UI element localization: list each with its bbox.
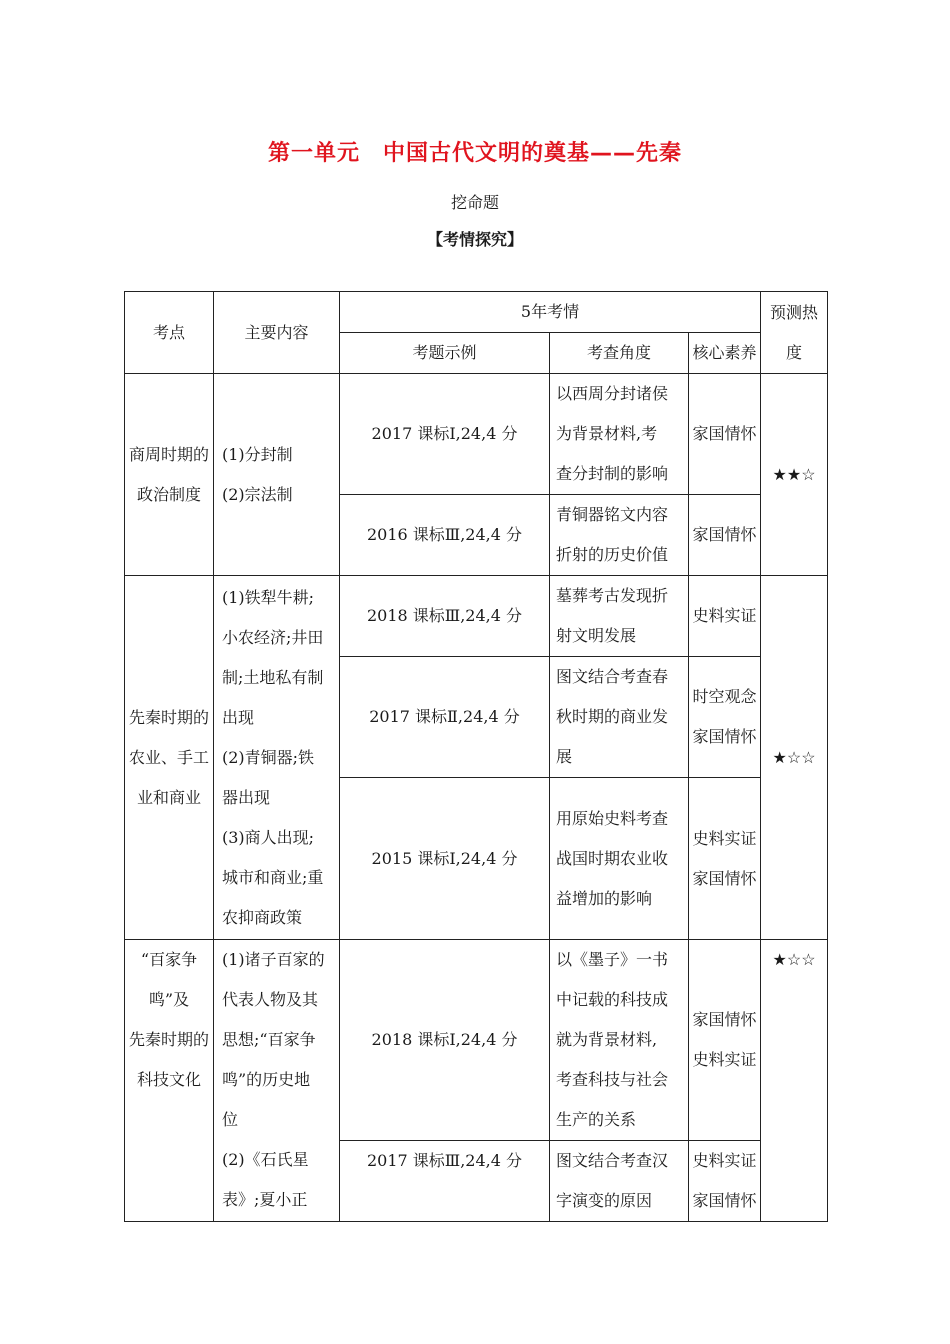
exam-example-cell: 2018 课标Ⅰ,24,4 分 bbox=[340, 940, 550, 1141]
heat-rating: ★☆☆ bbox=[761, 576, 828, 940]
literacy-cell: 家国情怀 bbox=[689, 374, 761, 495]
topic-cell: “百家争 鸣”及 先秦时期的 科技文化 bbox=[125, 940, 214, 1222]
literacy-cell: 家国情怀 bbox=[689, 495, 761, 576]
header-kaodian: 考点 bbox=[125, 292, 214, 374]
exam-angle-cell: 图文结合考查汉 字演变的原因 bbox=[550, 1141, 689, 1222]
heat-rating: ★★☆ bbox=[761, 374, 828, 576]
literacy-cell: 史料实证 bbox=[689, 576, 761, 657]
heat-rating: ★☆☆ bbox=[761, 940, 828, 1222]
exam-analysis-table bbox=[124, 291, 828, 1222]
exam-angle-cell: 墓葬考古发现折 射文明发展 bbox=[550, 576, 689, 657]
exam-example-cell: 2017 课标Ⅲ,24,4 分 bbox=[340, 1141, 550, 1222]
exam-example-cell: 2015 课标Ⅰ,24,4 分 bbox=[340, 778, 550, 940]
content-cell: (1)铁犁牛耕; 小农经济;井田 制;土地私有制 出现 (2)青铜器;铁 器出现 (3)商人出现; 城市和商业;重 农抑商政策 bbox=[214, 576, 340, 940]
table-row bbox=[125, 374, 828, 495]
subtitle: 挖命题 bbox=[450, 193, 499, 212]
header-content: 主要内容 bbox=[214, 292, 340, 374]
exam-angle-cell: 以西周分封诸侯 为背景材料,考 查分封制的影响 bbox=[550, 374, 689, 495]
literacy-cell: 史料实证 家国情怀 bbox=[689, 778, 761, 940]
content-cell: (1)诸子百家的 代表人物及其 思想;“百家争 鸣”的历史地 位 (2)《石氏星 表》;夏小正 bbox=[214, 940, 340, 1222]
literacy-cell: 家国情怀 史料实证 bbox=[689, 940, 761, 1141]
header-heat bbox=[761, 292, 828, 374]
exam-example-cell: 2017 课标Ⅰ,24,4 分 bbox=[340, 374, 550, 495]
exam-angle-cell: 以《墨子》一书 中记载的科技成 就为背景材料, 考查科技与社会 生产的关系 bbox=[550, 940, 689, 1141]
topic-cell: 商周时期的 政治制度 bbox=[125, 374, 214, 576]
exam-angle-cell: 图文结合考查春 秋时期的商业发 展 bbox=[550, 657, 689, 778]
literacy-cell: 时空观念 家国情怀 bbox=[689, 657, 761, 778]
page-title: 第一单元 中国古代文明的奠基——先秦 bbox=[267, 141, 682, 166]
literacy-cell: 史料实证 家国情怀 bbox=[689, 1141, 761, 1222]
header-row-1 bbox=[125, 292, 828, 333]
header-heat-line2: 度 bbox=[786, 342, 803, 362]
exam-example-cell: 2017 课标Ⅱ,24,4 分 bbox=[340, 657, 550, 778]
table-row bbox=[125, 576, 828, 657]
exam-angle-cell: 青铜器铭文内容 折射的历史价值 bbox=[550, 495, 689, 576]
header-angle: 考查角度 bbox=[550, 333, 689, 374]
table-row bbox=[125, 940, 828, 1141]
content-cell: (1)分封制 (2)宗法制 bbox=[214, 374, 340, 576]
exam-angle-cell: 用原始史料考查 战国时期农业收 益增加的影响 bbox=[550, 778, 689, 940]
exam-example-cell: 2016 课标Ⅲ,24,4 分 bbox=[340, 495, 550, 576]
header-heat-line1: 预测热 bbox=[770, 302, 819, 322]
section-heading: 【考情探究】 bbox=[426, 230, 523, 249]
header-example: 考题示例 bbox=[340, 333, 550, 374]
exam-example-cell: 2018 课标Ⅲ,24,4 分 bbox=[340, 576, 550, 657]
topic-cell: 先秦时期的 农业、手工 业和商业 bbox=[125, 576, 214, 940]
header-literacy: 核心素养 bbox=[689, 333, 761, 374]
header-five-year: 5年考情 bbox=[340, 292, 761, 333]
